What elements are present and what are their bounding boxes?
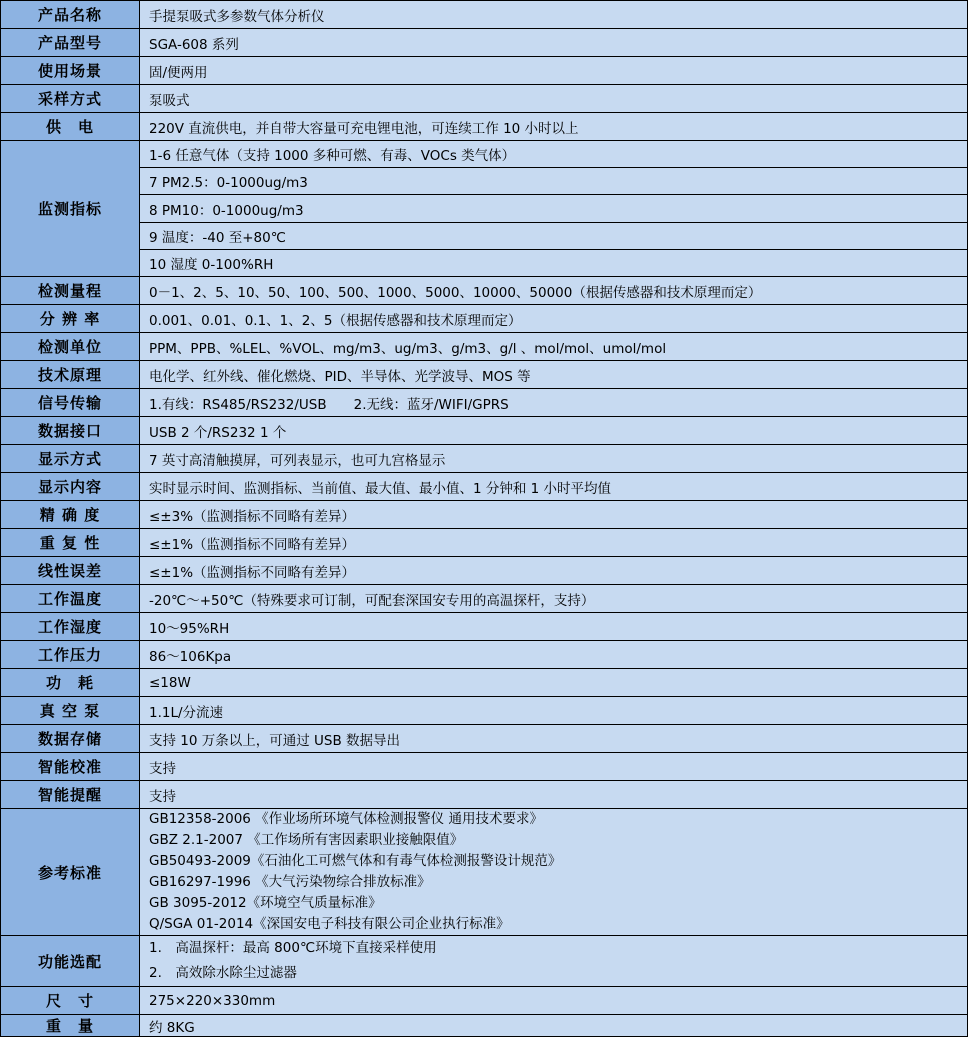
standard-line: GB 3095-2012《环境空气质量标准》	[149, 895, 382, 911]
table-row-working-humidity	[1, 613, 967, 641]
table-row-units	[1, 333, 967, 361]
spec-label: 检测单位	[1, 333, 140, 360]
spec-label: 产品型号	[1, 29, 140, 56]
monitor-item: 10 湿度 0-100%RH	[140, 249, 967, 276]
spec-value: -20℃～+50℃（特殊要求可订制，可配套深国安专用的高温探杆，支持）	[140, 585, 967, 612]
table-row-power-consumption	[1, 669, 967, 697]
spec-label: 智能提醒	[1, 781, 140, 808]
table-row-vacuum-pump	[1, 697, 967, 725]
spec-label: 检测量程	[1, 277, 140, 304]
spec-value: 泵吸式	[140, 85, 967, 112]
monitor-item: 1-6 任意气体（支持 1000 多种可燃、有毒、VOCs 类气体）	[140, 141, 967, 167]
table-row-product-name	[1, 1, 967, 29]
spec-label: 数据接口	[1, 417, 140, 444]
table-row-display-content	[1, 473, 967, 501]
spec-label: 精 确 度	[1, 501, 140, 528]
table-row-working-pressure	[1, 641, 967, 669]
spec-label: 重 量	[1, 1015, 140, 1036]
standard-line: GB16297-1996 《大气污染物综合排放标准》	[149, 874, 431, 890]
table-row-working-temperature	[1, 585, 967, 613]
table-row-data-storage	[1, 725, 967, 753]
table-row-model	[1, 29, 967, 57]
spec-label: 工作压力	[1, 641, 140, 668]
spec-value: PPM、PPB、%LEL、%VOL、mg/m3、ug/m3、g/m3、g/l 、mol/mol、umol/mol	[140, 333, 967, 360]
standard-line: GBZ 2.1-2007 《工作场所有害因素职业接触限值》	[149, 832, 464, 848]
standard-line: GB12358-2006 《作业场所环境气体检测报警仪 通用技术要求》	[149, 811, 543, 827]
spec-value: 1.1L/分流速	[140, 697, 967, 724]
table-row-smart-calibration	[1, 753, 967, 781]
spec-value: 275×220×330mm	[140, 987, 967, 1014]
table-row-accuracy	[1, 501, 967, 529]
spec-label: 信号传输	[1, 389, 140, 416]
table-row-display-mode	[1, 445, 967, 473]
monitor-items	[140, 141, 967, 276]
spec-label: 数据存储	[1, 725, 140, 752]
spec-value: 支持 10 万条以上，可通过 USB 数据导出	[140, 725, 967, 752]
monitor-item: 8 PM10：0-1000ug/m3	[140, 194, 967, 221]
spec-label: 技术原理	[1, 361, 140, 388]
spec-value: 10～95%RH	[140, 613, 967, 640]
spec-value: 0.001、0.01、0.1、1、2、5（根据传感器和技术原理而定）	[140, 305, 967, 332]
spec-label: 参考标准	[1, 809, 140, 935]
monitor-item: 9 温度：-40 至+80℃	[140, 222, 967, 249]
option-line: 1. 高温探杆：最高 800℃环境下直接采样使用	[149, 940, 437, 956]
spec-value: ≤18W	[140, 669, 967, 696]
spec-value: ≤±1%（监测指标不同略有差异）	[140, 529, 967, 556]
options-list	[140, 936, 967, 986]
table-row-usage-scene	[1, 57, 967, 85]
spec-label: 供 电	[1, 113, 140, 140]
spec-value: 1.有线：RS485/RS232/USB 2.无线：蓝牙/WIFI/GPRS	[140, 389, 967, 416]
spec-value: 86～106Kpa	[140, 641, 967, 668]
spec-label: 分 辨 率	[1, 305, 140, 332]
spec-value: 支持	[140, 781, 967, 808]
spec-label: 功 耗	[1, 669, 140, 696]
table-row-optional-features	[1, 936, 967, 987]
spec-label: 真 空 泵	[1, 697, 140, 724]
table-row-linearity-error	[1, 557, 967, 585]
spec-value: 实时显示时间、监测指标、当前值、最大值、最小值、1 分钟和 1 小时平均值	[140, 473, 967, 500]
spec-label: 采样方式	[1, 85, 140, 112]
spec-label: 功能选配	[1, 936, 140, 986]
spec-label: 工作温度	[1, 585, 140, 612]
table-row-tech-principle	[1, 361, 967, 389]
table-row-sampling	[1, 85, 967, 113]
standard-line: GB50493-2009《石油化工可燃气体和有毒气体检测报警设计规范》	[149, 853, 562, 869]
table-row-weight	[1, 1015, 967, 1036]
table-row-signal-transmission	[1, 389, 967, 417]
table-row-monitor-indicators	[1, 141, 967, 277]
table-row-detection-range	[1, 277, 967, 305]
spec-label: 显示方式	[1, 445, 140, 472]
spec-value: USB 2 个/RS232 1 个	[140, 417, 967, 444]
table-row-data-interface	[1, 417, 967, 445]
spec-value: 约 8KG	[140, 1015, 967, 1036]
monitor-item: 7 PM2.5：0-1000ug/m3	[140, 167, 967, 194]
option-line: 2. 高效除水除尘过滤器	[149, 965, 297, 981]
standard-line: Q/SGA 01-2014《深国安电子科技有限公司企业执行标准》	[149, 916, 510, 932]
spec-value: 固/便两用	[140, 57, 967, 84]
spec-label: 工作湿度	[1, 613, 140, 640]
table-row-resolution	[1, 305, 967, 333]
spec-value: 7 英寸高清触摸屏，可列表显示，也可九宫格显示	[140, 445, 967, 472]
spec-label: 线性误差	[1, 557, 140, 584]
spec-label: 尺 寸	[1, 987, 140, 1014]
table-row-dimensions	[1, 987, 967, 1015]
spec-value: SGA-608 系列	[140, 29, 967, 56]
spec-value: 220V 直流供电，并自带大容量可充电锂电池，可连续工作 10 小时以上	[140, 113, 967, 140]
spec-label: 产品名称	[1, 1, 140, 28]
spec-value: 支持	[140, 753, 967, 780]
spec-label: 使用场景	[1, 57, 140, 84]
table-row-power	[1, 113, 967, 141]
table-row-repeatability	[1, 529, 967, 557]
spec-value: 电化学、红外线、催化燃烧、PID、半导体、光学波导、MOS 等	[140, 361, 967, 388]
standards-list	[140, 809, 967, 935]
spec-label: 监测指标	[1, 141, 140, 276]
table-row-reference-standards	[1, 809, 967, 936]
spec-value: 手提泵吸式多参数气体分析仪	[140, 1, 967, 28]
spec-value: 0－1、2、5、10、50、100、500、1000、5000、10000、50000（根据传感器和技术原理而定）	[140, 277, 967, 304]
spec-value: ≤±3%（监测指标不同略有差异）	[140, 501, 967, 528]
spec-label: 重 复 性	[1, 529, 140, 556]
spec-label: 显示内容	[1, 473, 140, 500]
table-row-smart-reminder	[1, 781, 967, 809]
spec-label: 智能校准	[1, 753, 140, 780]
spec-value: ≤±1%（监测指标不同略有差异）	[140, 557, 967, 584]
